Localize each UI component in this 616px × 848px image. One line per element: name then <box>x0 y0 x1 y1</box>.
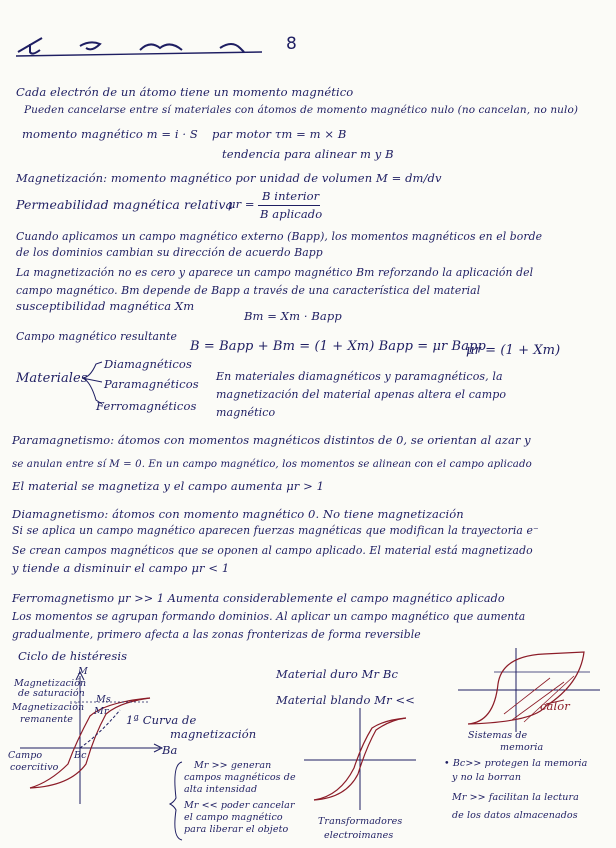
memory-1: Sistemas de <box>468 730 528 741</box>
note-5: el campo magnético <box>184 812 283 823</box>
hyst-sat-2: de saturación <box>18 688 85 699</box>
note-4: Mr << poder cancelar <box>184 800 295 811</box>
note-6: para liberar el objeto <box>184 824 289 835</box>
dia-line-2: Si se aplica un campo magnético aparecen fuerzas magnéticas que modifican la trayectoria e⁻ <box>12 524 539 537</box>
para-line-2: se anulan entre sí M = 0. En un campo magnético, los momentos se alinean con el campo aplicado <box>12 459 532 470</box>
line-align: tendencia para alinear m y B <box>222 147 394 161</box>
line-torque: par motor τm = m × B <box>212 127 347 141</box>
dia-line-3: Se crean campos magnéticos que se oponen al campo aplicado. El material está magnetizado <box>12 544 533 557</box>
line-electron: Cada electrón de un átomo tiene un momento magnético <box>16 85 354 99</box>
materials-note-1: En materiales diamagnéticos y paramagnéticos, la <box>216 370 503 383</box>
memory-2: memoria <box>500 742 544 753</box>
line-depends: campo magnético. Bm depende de Bapp a través de una característica del material <box>16 284 481 297</box>
hysteresis-title: Ciclo de histéresis <box>18 649 128 663</box>
ferro-line-3: gradualmente, primero afecta a las zonas fronterizas de forma reversible <box>12 628 421 641</box>
memory-3: • Bc>> protegen la memoria <box>444 758 588 769</box>
hyst-rem-2: remanente <box>20 714 74 725</box>
line-external: Cuando aplicamos un campo magnético externo (Bapp), los momentos magnéticos en el borde <box>16 230 543 243</box>
note-1: Mr >> generan <box>194 760 272 771</box>
note-3: alta intensidad <box>184 784 258 795</box>
material-ferromagnetic: Ferromagnéticos <box>96 399 197 413</box>
line-domains: de los dominios cambian su dirección de acuerdo Bapp <box>16 246 323 259</box>
line-bm: Bm = Xm · Bapp <box>244 309 342 323</box>
hyst-curve-2: magnetización <box>170 727 257 741</box>
hyst-sat-1: Magnetización <box>14 678 87 689</box>
memory-4: y no la borran <box>452 772 522 783</box>
title-underline-strokes <box>0 0 616 70</box>
line-resultant-eq: B = Bapp + Bm = (1 + Xm) Bapp = μr Bapp <box>190 339 486 354</box>
ferro-line-2: Los momentos se agrupan formando dominios. Al aplicar un campo magnético que aumenta <box>12 610 526 623</box>
para-line-1: Paramagnetismo: átomos con momentos magnéticos distintos de 0, se orientan al azar y <box>12 433 531 447</box>
line-mur-eq: μr = (1 + Xm) <box>466 343 561 358</box>
hyst-coer-2: coercitivo <box>10 762 59 773</box>
line-permeability: Permeabilidad magnética relativa <box>16 197 234 212</box>
transformers-2: electroimanes <box>324 830 394 841</box>
memory-6: de los datos almacenados <box>452 810 578 821</box>
hyst-rem-1: Magnetización <box>12 702 85 713</box>
materials-note-3: magnético <box>216 406 276 419</box>
hard-loop-sketch <box>454 644 604 734</box>
line-nonzero: La magnetización no es cero y aparece un campo magnético Bm reforzando la aplicación del <box>16 266 534 279</box>
line-moment: momento magnético m = i · S <box>22 127 198 141</box>
hyst-axis-ba: Ba <box>162 743 178 757</box>
dia-line-1: Diamagnetismo: átomos con momento magnético 0. No tiene magnetización <box>12 507 464 521</box>
line-mur-den: B aplicado <box>260 207 323 221</box>
line-mur-num: B interior <box>262 189 320 203</box>
hyst-mr: Mr <box>94 706 109 717</box>
fraction-bar <box>258 205 320 206</box>
hyst-bc: Bc <box>74 750 87 761</box>
hyst-ms: Ms <box>96 694 111 705</box>
material-paramagnetic: Paramagnéticos <box>104 377 199 391</box>
soft-material: Material blando Mr << <box>276 693 415 707</box>
hyst-coer-1: Campo <box>8 750 43 761</box>
line-mur: μr = <box>228 197 255 211</box>
note-2: campos magnéticos de <box>184 772 296 783</box>
materials-label: Materiales <box>16 371 88 386</box>
hyst-axis-m: M <box>78 666 88 677</box>
transformers-1: Transformadores <box>318 816 403 827</box>
materials-note-2: magnetización del material apenas altera el campo <box>216 388 507 401</box>
heat-label: calor <box>540 699 570 713</box>
note-brace <box>170 760 184 840</box>
material-diamagnetic: Diamagnéticos <box>104 357 192 371</box>
memory-5: Mr >> facilitan la lectura <box>452 792 579 803</box>
line-magnetization: Magnetización: momento magnético por unidad de volumen M = dm/dv <box>16 171 442 185</box>
line-susceptibility: susceptibilidad magnética Xm <box>16 299 195 313</box>
hyst-curve-1: 1ª Curva de <box>126 713 197 727</box>
para-line-3: El material se magnetiza y el campo aumenta μr > 1 <box>12 479 325 493</box>
dia-line-4: y tiende a disminuir el campo μr < 1 <box>12 561 230 575</box>
line-cancel: Pueden cancelarse entre sí materiales con átomos de momento magnético nulo (no cancelan, no nulo) <box>24 104 579 116</box>
hard-material: Material duro Mr Bc <box>276 667 398 681</box>
ferro-line-1: Ferromagnetismo μr >> 1 Aumenta considerablemente el campo magnético aplicado <box>12 592 505 605</box>
line-resultant: Campo magnético resultante <box>16 330 178 343</box>
title-number: 8 <box>286 34 297 54</box>
soft-loop-sketch <box>300 704 420 814</box>
